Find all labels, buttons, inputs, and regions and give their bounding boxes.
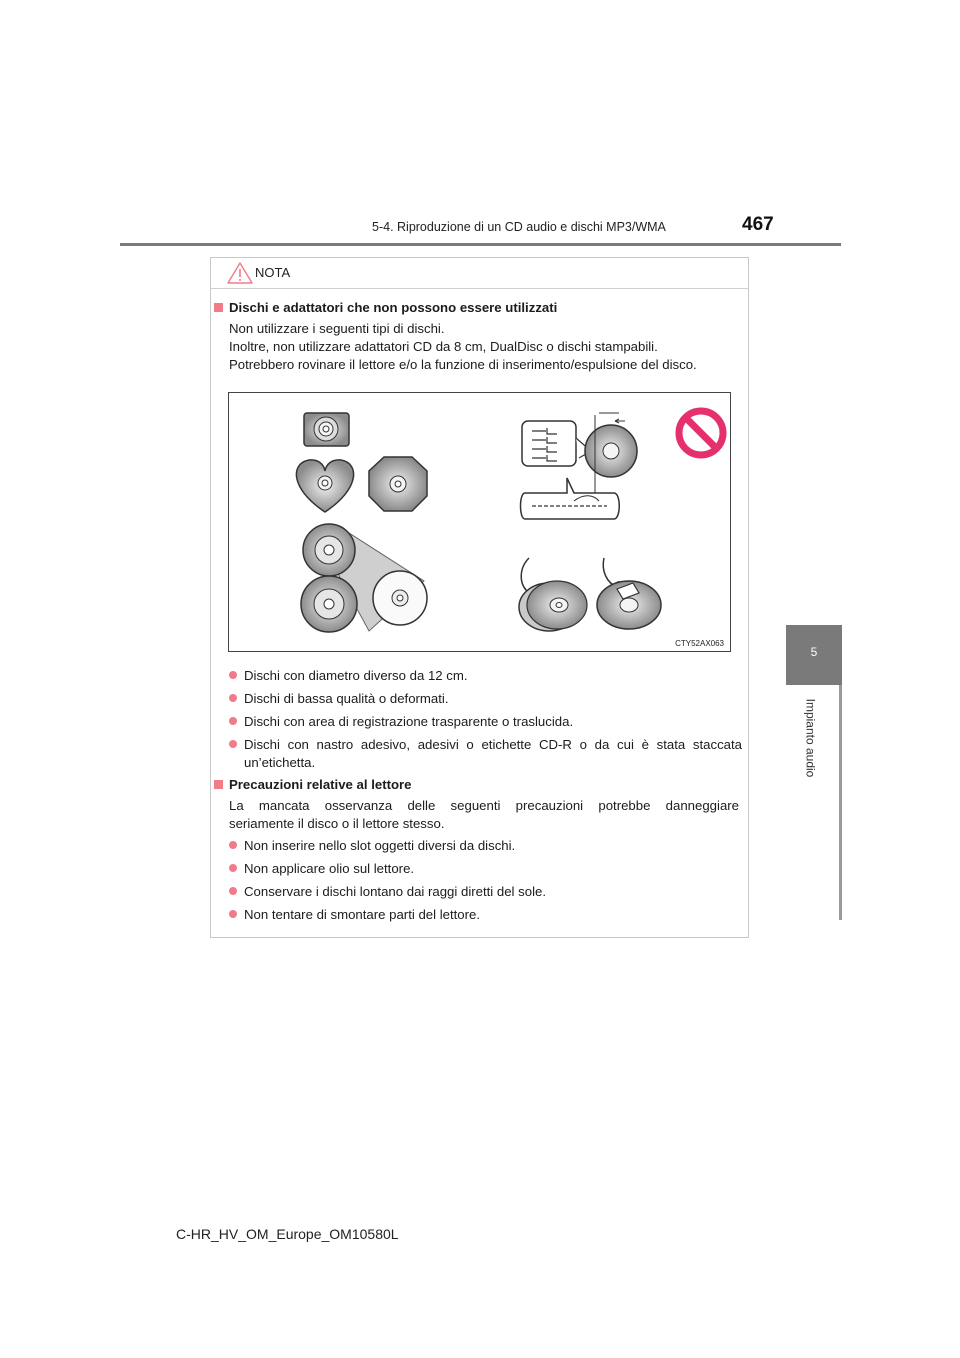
translucent-disc-icon bbox=[301, 524, 427, 632]
note-header bbox=[211, 258, 748, 289]
chapter-side-label: Impianto audio bbox=[803, 698, 818, 777]
page-number: 467 bbox=[742, 214, 774, 235]
bullet-item: Dischi di bassa qualità o deformati. bbox=[229, 691, 449, 707]
square-bullet-icon bbox=[214, 303, 223, 312]
warning-triangle-icon bbox=[227, 262, 253, 284]
paragraph-line: La mancata osservanza delle seguenti precauzioni potrebbe danneggiare bbox=[229, 798, 739, 813]
section-heading-discs: Dischi e adattatori che non possono essere utilizzati bbox=[214, 300, 557, 316]
illustration-code: CTY52AX063 bbox=[675, 639, 724, 648]
paragraph-line: Non utilizzare i seguenti tipi di dischi. bbox=[229, 321, 445, 336]
chapter-tab-number: 5 bbox=[810, 645, 818, 659]
chapter-side-bar bbox=[839, 685, 842, 920]
section-heading-player: Precauzioni relative al lettore bbox=[214, 777, 412, 793]
bullet-item: Dischi con nastro adesivo, adesivi o etichette CD-R o da cui è stata staccata bbox=[229, 737, 742, 753]
note-title: NOTA bbox=[255, 265, 291, 280]
header-section-title: 5-4. Riproduzione di un CD audio e dischi MP3/WMA bbox=[372, 220, 666, 234]
round-bullet-icon bbox=[229, 864, 237, 872]
paragraph-line: Potrebbero rovinare il lettore e/o la funzione di inserimento/espulsione del disco. bbox=[229, 357, 697, 372]
round-bullet-icon bbox=[229, 887, 237, 895]
round-bullet-icon bbox=[229, 841, 237, 849]
round-bullet-icon bbox=[229, 740, 237, 748]
bullet-item: Dischi con diametro diverso da 12 cm. bbox=[229, 668, 468, 684]
square-bullet-icon bbox=[214, 780, 223, 789]
round-bullet-icon bbox=[229, 694, 237, 702]
heart-shaped-disc-icon bbox=[296, 460, 353, 512]
unusable-discs-illustration bbox=[228, 392, 731, 652]
bullet-item-continuation: un’etichetta. bbox=[244, 755, 316, 770]
labeled-disc-icon bbox=[519, 558, 661, 631]
prohibition-sign-icon bbox=[679, 411, 723, 455]
bullet-item: Non applicare olio sul lettore. bbox=[229, 861, 414, 877]
paragraph-line: Inoltre, non utilizzare adattatori CD da 8 cm, DualDisc o dischi stampabili. bbox=[229, 339, 658, 354]
disc-adapter-diagram bbox=[521, 413, 638, 519]
bullet-item: Non tentare di smontare parti del lettore. bbox=[229, 907, 480, 923]
chapter-tab bbox=[786, 625, 842, 685]
header-rule bbox=[120, 243, 841, 246]
discs-drawing bbox=[229, 393, 732, 653]
square-disc-icon bbox=[304, 413, 349, 446]
bullet-item: Non inserire nello slot oggetti diversi da dischi. bbox=[229, 838, 515, 854]
polygonal-disc-icon bbox=[369, 457, 427, 511]
bullet-item: Dischi con area di registrazione trasparente o traslucida. bbox=[229, 714, 573, 730]
round-bullet-icon bbox=[229, 671, 237, 679]
round-bullet-icon bbox=[229, 717, 237, 725]
document-id-footer: C-HR_HV_OM_Europe_OM10580L bbox=[176, 1226, 399, 1242]
round-bullet-icon bbox=[229, 910, 237, 918]
bullet-item: Conservare i dischi lontano dai raggi diretti del sole. bbox=[229, 884, 546, 900]
paragraph-line: seriamente il disco o il lettore stesso. bbox=[229, 816, 445, 831]
